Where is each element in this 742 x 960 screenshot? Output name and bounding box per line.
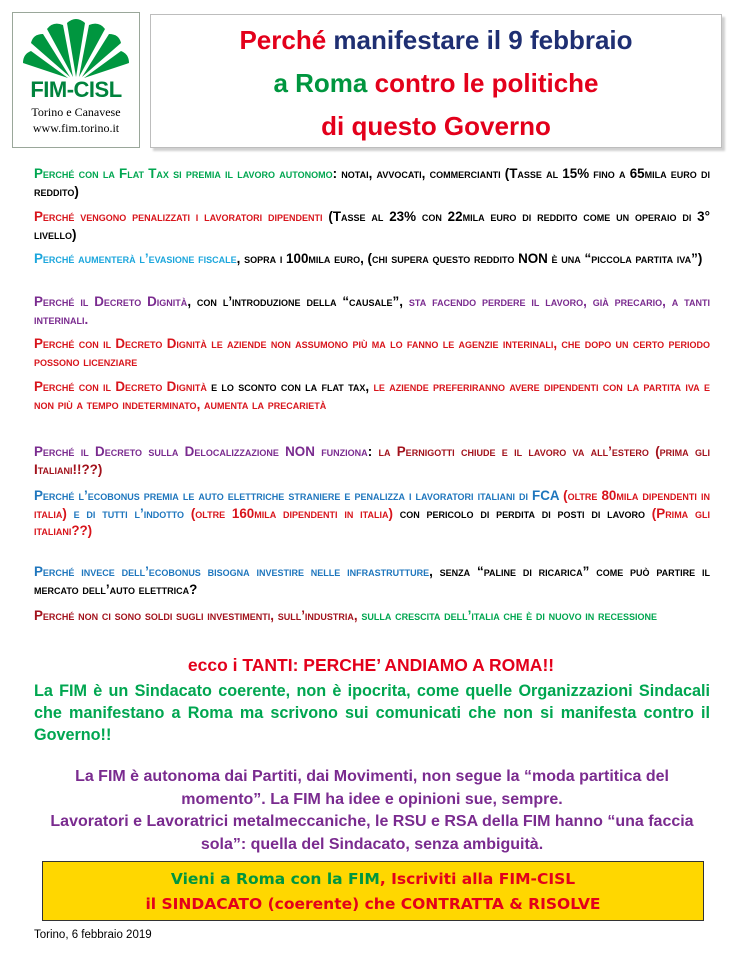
p8-text: con pericolo di perdita di posti di lavoro bbox=[392, 505, 652, 521]
fim2-line2: Lavoratori e Lavoratrici metalmeccaniche, le RSU e RSA della FIM hanno “una faccia sola”: quella del Sindacato, senza ambiguità. bbox=[50, 813, 694, 853]
p2-highlight: Perché vengono penalizzati i lavoratori dipendenti bbox=[34, 209, 323, 224]
call-to-action-banner bbox=[42, 861, 704, 921]
p5-text: Perché con il Decreto Dignità le aziende non assumono più ma lo fanno le agenzie interinali, che dopo un certo periodo possono licenziare bbox=[34, 336, 710, 369]
title-line2: contro le politiche bbox=[374, 68, 599, 98]
p8-fca-count: (oltre 80mila dipendenti in italia) bbox=[34, 488, 710, 521]
banner-vieni: Vieni a Roma con la FIM bbox=[170, 870, 380, 888]
page-title bbox=[150, 14, 722, 148]
paragraph-dipendenti bbox=[34, 208, 710, 243]
p7-highlight-2: la Pernigotti chiude e il lavoro va all’estero bbox=[378, 444, 649, 459]
logo-url: www.fim.torino.it bbox=[32, 121, 120, 135]
p9-text: , senza “paline di ricarica” come può partire il mercato dell’auto elettrica? bbox=[34, 564, 711, 597]
p1-text: : notai, avvocati, commercianti (Tasse al 15% fino a 65mila euro di reddito) bbox=[34, 166, 710, 199]
p9-highlight: Perché invece dell’ecobonus bisogna investire nelle infrastrutture bbox=[34, 564, 430, 579]
paragraph-infrastrutture bbox=[34, 563, 710, 598]
p1-highlight: Perché con la Flat Tax si premia il lavoro autonomo bbox=[34, 166, 333, 181]
paragraph-investimenti bbox=[34, 607, 710, 625]
p4-highlight: Perché il Decreto Dignità bbox=[34, 294, 188, 309]
logo-subtitle: Torino e Canavese bbox=[31, 105, 121, 119]
banner-iscriviti: , Iscriviti alla FIM-CISL bbox=[379, 870, 576, 888]
flower-logo-icon bbox=[23, 17, 129, 79]
p6-highlight-2: le aziende preferiranno avere dipendenti con la partita iva e non più a tempo indeterminato bbox=[34, 379, 710, 412]
p8-highlight: Perché l’ecobonus premia le auto elettriche straniere e penalizza i lavoratori italiani di FCA bbox=[34, 488, 560, 503]
p4-text: , con l’introduzione della “causale”, bbox=[187, 294, 409, 309]
paragraph-decreto-dignita-2 bbox=[34, 335, 710, 370]
p6-text: e lo sconto con la flat tax, bbox=[206, 379, 374, 394]
title-word-perche: Perché bbox=[239, 25, 327, 55]
title-line1: manifestare il 9 febbraio bbox=[333, 25, 633, 55]
paragraph-delocalizzazione bbox=[34, 443, 710, 478]
p3-highlight: Perché aumenterà l’evasione fiscale bbox=[34, 251, 237, 266]
p7-colon: : bbox=[367, 444, 379, 459]
p2-text: (Tasse al 23% con 22mila euro di reddito come un operaio di 3° livello) bbox=[34, 209, 710, 242]
p10-highlight: Perché non ci sono soldi sugli investimenti, sull’industria, bbox=[34, 608, 362, 623]
paragraph-decreto-dignita-1 bbox=[34, 293, 710, 328]
p6-highlight: Perché con il Decreto Dignità bbox=[34, 379, 207, 394]
p7-highlight: Perché il Decreto sulla Delocalizzazione NON funziona bbox=[34, 444, 368, 459]
p8-indotto: e di tutti l’indotto bbox=[66, 505, 185, 521]
p4-highlight-2: sta facendo perdere il lavoro, già precario, a tanti interinali. bbox=[34, 294, 710, 327]
paragraph-evasione bbox=[34, 250, 710, 268]
ecco-heading: ecco i TANTI: PERCHE’ ANDIAMO A ROMA!! bbox=[187, 655, 555, 675]
fim-coerente-text: La FIM è un Sindacato coerente, non è ipocrita, come quelle Organizzazioni Sindacali che manifestano a Roma ma scrivono sui comunicati che non si manifesta contro il Governo!! bbox=[34, 682, 710, 744]
p8-indotto-count: (oltre 160mila dipendenti in italia) bbox=[184, 505, 393, 521]
title-a-roma: a Roma bbox=[273, 68, 368, 98]
p3-text: , sopra i 100mila euro, (chi supera questo reddito NON è una “piccola partita iva”) bbox=[236, 251, 703, 266]
paragraph-decreto-dignita-3 bbox=[34, 378, 710, 413]
p6-text-2: , aumenta la precarietà bbox=[196, 396, 327, 412]
fim-autonoma-text bbox=[40, 766, 704, 856]
p8-prima-italiani: (Prima gli italiani??) bbox=[34, 505, 710, 538]
p7-text: (prima gli Italiani!!??) bbox=[34, 444, 710, 477]
fim-cisl-logo bbox=[12, 12, 140, 148]
banner-sindacato: il SINDACATO (coerente) che CONTRATTA & RISOLVE bbox=[145, 895, 601, 913]
p10-highlight-2: sulla crescita dell’italia che è di nuovo in recessione bbox=[361, 608, 658, 623]
paragraph-flat-tax bbox=[34, 165, 710, 200]
paragraph-ecobonus bbox=[34, 487, 710, 540]
title-line3: di questo Governo bbox=[321, 111, 551, 141]
document-date: Torino, 6 febbraio 2019 bbox=[34, 929, 152, 941]
logo-name: FIM-CISL bbox=[30, 77, 122, 102]
fim2-line1: La FIM è autonoma dai Partiti, dai Movimenti, non segue la “moda partitica del momento”. La FIM ha idee e opinioni sue, sempre. bbox=[75, 768, 669, 808]
